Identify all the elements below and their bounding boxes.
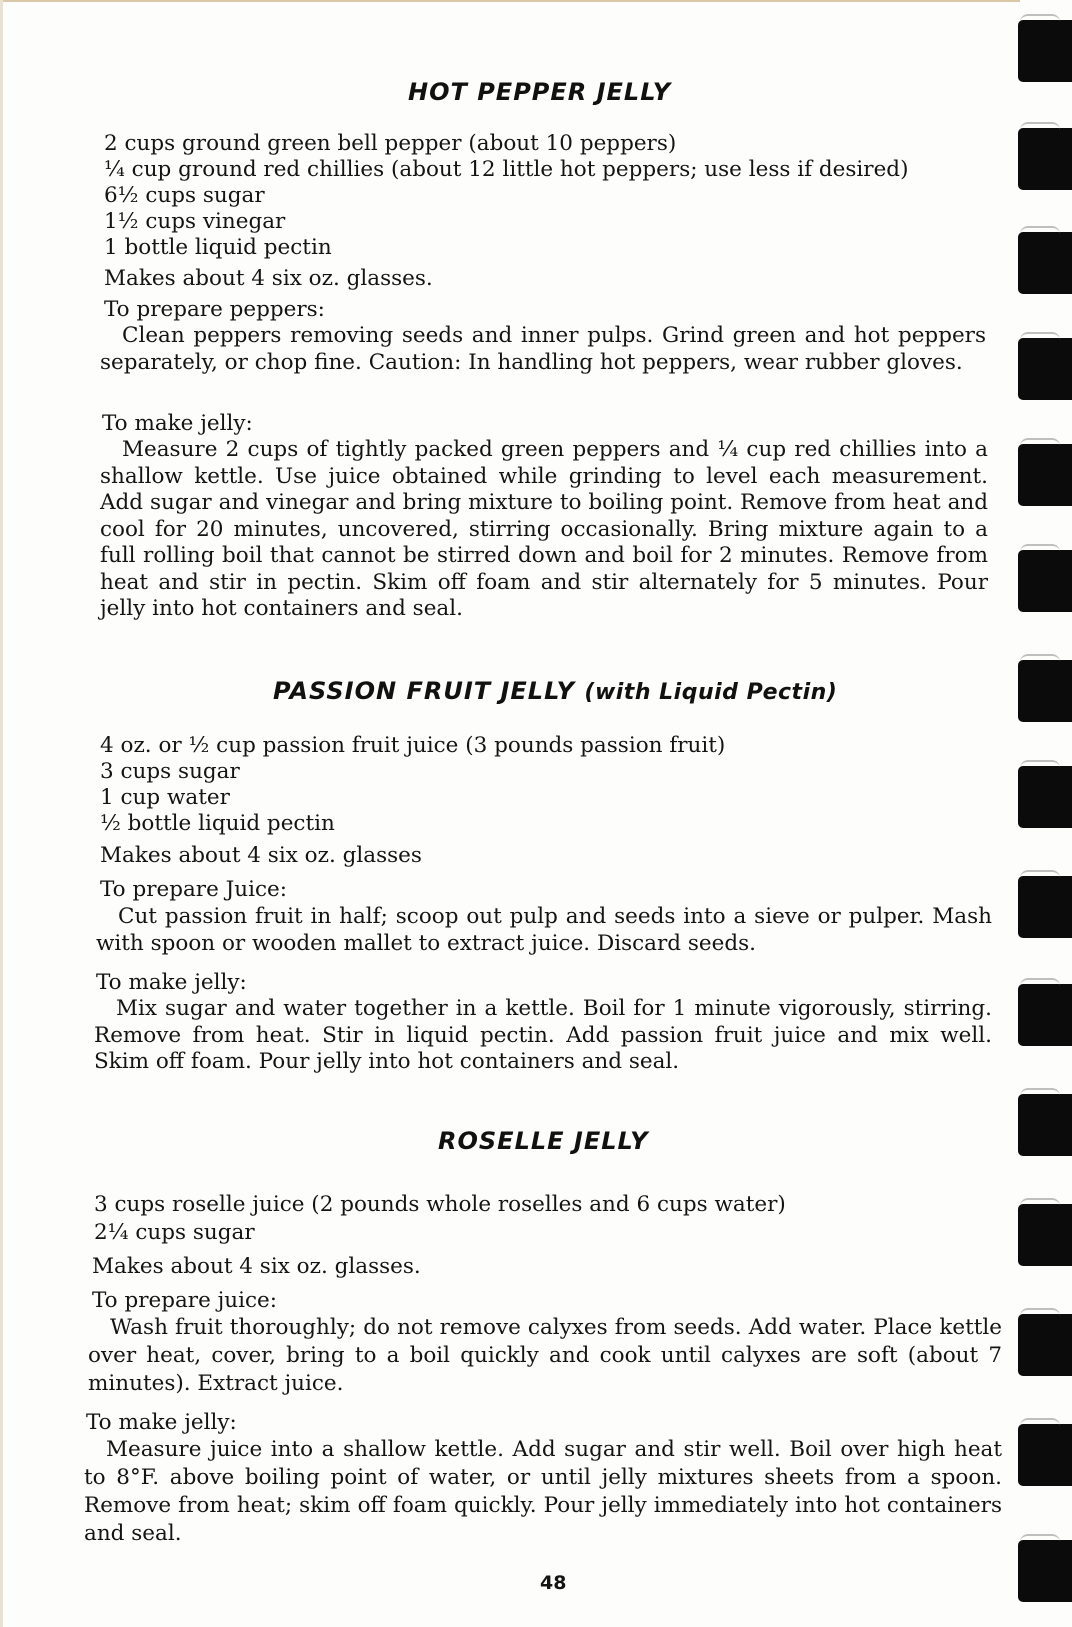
binding-ring <box>1018 1540 1072 1602</box>
recipe-title-subtitle: (with Liquid Pectin) <box>584 680 838 705</box>
instruction-paragraph: Mix sugar and water together in a kettle. Boil for 1 minute vigorously, stirring. Remove from heat. Stir in liquid pectin. Add passion fruit juice and mix well. Skim off foam. Pour jelly into hot containers and seal. <box>94 996 992 1074</box>
binding-ring <box>1018 128 1072 190</box>
ingredient-line: 1½ cups vinegar <box>104 209 286 234</box>
ingredient-line: 4 oz. or ½ cup passion fruit juice (3 pounds passion fruit) <box>100 733 726 758</box>
recipe-yield: Makes about 4 six oz. glasses. <box>104 266 433 291</box>
section-heading: To make jelly: <box>96 970 247 995</box>
ingredient-line: 3 cups sugar <box>100 759 240 784</box>
ingredient-line: 3 cups roselle juice (2 pounds whole roselles and 6 cups water) <box>94 1192 786 1217</box>
ingredient-line: 6½ cups sugar <box>104 183 265 208</box>
ingredient-line: ¼ cup ground red chillies (about 12 little hot peppers; use less if desired) <box>104 157 909 182</box>
section-heading: To prepare Juice: <box>100 877 287 902</box>
binding-ring <box>1018 550 1072 612</box>
section-heading: To prepare peppers: <box>104 297 325 322</box>
binding-ring <box>1018 338 1072 400</box>
ingredient-line: 2 cups ground green bell pepper (about 10 peppers) <box>104 131 677 156</box>
binding-ring <box>1018 1424 1072 1486</box>
recipe-title: ROSELLE JELLY <box>438 1127 649 1155</box>
ingredient-line: 1 bottle liquid pectin <box>104 235 332 260</box>
binding-ring <box>1018 1204 1072 1266</box>
left-edge <box>0 0 3 1627</box>
recipe-title <box>273 677 837 705</box>
binding-ring <box>1018 660 1072 722</box>
binding-ring <box>1018 766 1072 828</box>
ingredient-line: 1 cup water <box>100 785 230 810</box>
top-edge <box>0 0 1020 2</box>
ingredient-line: ½ bottle liquid pectin <box>100 811 335 836</box>
binding-ring <box>1018 1094 1072 1156</box>
instruction-paragraph: Wash fruit thoroughly; do not remove calyxes from seeds. Add water. Place kettle over heat, cover, bring to a boil quickly and cook until calyxes are soft (about 7 minutes). Extract juice. <box>88 1315 1002 1396</box>
binding-ring <box>1018 984 1072 1046</box>
recipe-yield: Makes about 4 six oz. glasses. <box>92 1254 421 1279</box>
recipe-title: HOT PEPPER JELLY <box>408 78 672 106</box>
section-heading: To make jelly: <box>86 1410 237 1435</box>
binding-ring <box>1018 444 1072 506</box>
spiral-binding <box>1018 0 1072 1627</box>
section-heading: To prepare juice: <box>92 1288 278 1313</box>
instruction-paragraph: Clean peppers removing seeds and inner pulps. Grind green and hot peppers separately, or chop fine. Caution: In handling hot peppers, wear rubber gloves. <box>100 323 986 375</box>
binding-ring <box>1018 876 1072 938</box>
binding-ring <box>1018 20 1072 82</box>
instruction-paragraph: Measure juice into a shallow kettle. Add sugar and stir well. Boil over high heat to 8°F. above boiling point of water, or until jelly mixtures sheets from a spoon. Remove from heat; skim off foam quickly. Pour jelly immediately into hot containers and seal. <box>84 1437 1002 1546</box>
ingredient-line: 2¼ cups sugar <box>94 1220 255 1245</box>
recipe-yield: Makes about 4 six oz. glasses <box>100 843 422 868</box>
recipe-title-main: PASSION FRUIT JELLY <box>273 677 576 705</box>
binding-ring <box>1018 232 1072 294</box>
binding-ring <box>1018 1314 1072 1376</box>
instruction-paragraph: Measure 2 cups of tightly packed green peppers and ¼ cup red chillies into a shallow kettle. Use juice obtained while grinding to level each measurement. Add sugar and vinegar and bring mixture to boiling point. Remove from heat and cool for 20 minutes, uncovered, stirring occasionally. Bring mixture again to a full rolling boil that cannot be stirred down and boil for 2 minutes. Remove from heat and stir in pectin. Skim off foam and stir alternately for 5 minutes. Pour jelly into hot containers and seal. <box>100 437 988 621</box>
instruction-paragraph: Cut passion fruit in half; scoop out pulp and seeds into a sieve or pulper. Mash with spoon or wooden mallet to extract juice. Discard seeds. <box>96 904 992 956</box>
section-heading: To make jelly: <box>102 411 253 436</box>
page-number: 48 <box>540 1572 567 1594</box>
